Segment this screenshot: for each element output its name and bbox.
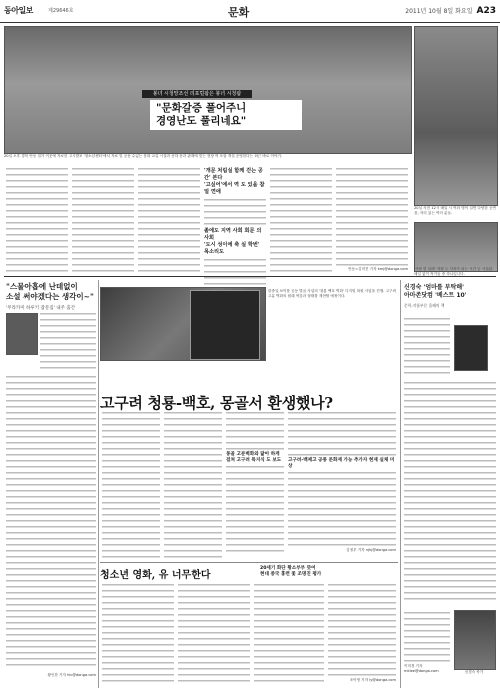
feature-column-4 — [288, 412, 396, 558]
issue-number: 제29646호 — [48, 8, 74, 14]
section-divider — [4, 276, 496, 277]
top-story-column-3 — [138, 168, 200, 272]
feature-byline: 김정우 기자 njhj@donga.com — [346, 548, 396, 552]
feature-column-2 — [164, 412, 222, 558]
bottom-story-headline: 청소년 영화, 유 너무한다 — [100, 570, 211, 581]
section-title: 문화 — [228, 6, 250, 19]
bottom-divider — [100, 562, 398, 563]
left-story-byline: 황인찬 기자 hic@donga.com — [47, 673, 96, 677]
bottom-column-2 — [178, 584, 250, 684]
column-divider-right — [400, 280, 401, 688]
top-story-column-1 — [6, 168, 68, 272]
subhead-3: 졸에도 지역 사회 회문 의 사회 — [204, 228, 262, 241]
bottom-subhead-2: 현대 중국 홍련 꽃 조명진 평가 — [260, 572, 322, 577]
bottom-column-4 — [328, 584, 396, 676]
headline-line-2: 경영난도 풀리네요" — [156, 115, 247, 127]
bottom-column-1 — [102, 584, 174, 684]
issue-date: 2011년 10월 8일 화요일 — [405, 8, 473, 15]
feature-column-1 — [102, 412, 160, 558]
feature-subhead-1: 몽골 고분벽화와 닮아 하게 걸쳐 고구려 특지식 도 보도 — [226, 452, 282, 463]
top-story-column-5 — [270, 168, 332, 272]
author-portrait — [6, 313, 38, 355]
left-headline-line-2: 소설 써야겠다는 생각이~" — [6, 292, 94, 301]
author-photo — [454, 610, 496, 670]
side-photo-top — [414, 26, 498, 206]
left-story-body — [6, 376, 96, 666]
top-story-subhead-column — [204, 168, 266, 272]
feature-headline: 고구려 청룡-백호, 몽골서 환생했나? — [100, 394, 333, 412]
book-cover — [454, 325, 488, 371]
right-story-headline — [404, 284, 496, 300]
subhead-2: '고싶어'에서 역 도 있을 참 얼 연애 — [204, 182, 265, 195]
top-story-byline: 안동=김미진 기자 kmj@donga.com — [348, 267, 408, 271]
bottom-story-byline: 조이영 기자 ly@donga.com — [349, 678, 396, 682]
side-photo-bottom-caption: '사랑 한 입에' 자원 두 사자가 되는 시간 등 시설관. 매일 없이 작가들 중 하나입니다. — [414, 267, 494, 276]
right-story-subtitle: 문학-작품부문 올해의 책 — [404, 303, 445, 308]
mural-caption: 한중일 보이를 공동 발굴 사업의 '청룡 백호 벽화' 디지털 복원 사업을 진행. 고구려 고분 벽화의 원래 색감과 형태를 재현할 예정이다. — [268, 289, 396, 298]
author-photo-caption: 신경숙 작가 — [464, 670, 484, 674]
mural-detail-photo — [190, 290, 260, 360]
header-date-page — [405, 6, 496, 16]
right-story-body-bottom — [404, 612, 450, 662]
right-story-body-top — [404, 318, 450, 378]
right-story-body — [404, 382, 496, 604]
top-story-column-2 — [72, 168, 134, 272]
column-divider-left — [98, 280, 99, 688]
page-number: A23 — [476, 6, 496, 16]
top-headline — [150, 100, 302, 130]
bottom-story-subheads — [260, 566, 396, 578]
masthead: 동아일보 — [4, 6, 33, 15]
left-story-headline — [6, 282, 96, 302]
subhead-1: '개문 처림실 함께 걷는 공간' 본다 — [204, 168, 263, 181]
left-story-subtitle: '무라카미 하루키 잡문집' 내주 출간 — [6, 306, 76, 311]
left-headline-line-1: "스물아홉에 난데없이 — [6, 282, 78, 291]
side-photo-top-caption: 20일 사진 12시 매일 시 여러 명이 걸면 다양한 공연을, 자리 있는 여러 분들. — [414, 206, 496, 215]
top-story-column-6 — [336, 168, 408, 266]
left-story-body-top — [40, 313, 96, 373]
feature-column-3 — [226, 412, 284, 558]
main-photo-caption: 20일 오후 경북 안동 밀가 이웃에 자료한 고시발조 '청소년센터'에서 자료 및 공동 수있는 문화 교류 시설과 산하 문과 관계에 맞는 현장 여 포함 개설 운영한다는 최근 바로 이야기. — [4, 154, 283, 158]
side-photo-bottom — [414, 222, 498, 272]
right-story-byline: 이미경 기자 mklee@donga.com — [404, 664, 439, 673]
bottom-subhead-1: 20세기 화단 황소부부 뜻어 — [260, 566, 316, 571]
bottom-column-3 — [254, 584, 324, 684]
page-header — [0, 0, 500, 23]
subhead-4: '도시 성이에 축 실 학번' 목소리도 — [204, 242, 260, 255]
banner-text: 봉녀 시청망조선 리포럴팜은 봉녀 시청팜 — [152, 91, 242, 97]
right-headline-line-1: 신경숙 '엄마를 부탁해' — [404, 284, 465, 291]
story-banner — [142, 90, 252, 98]
headline-line-1: "문화갈증 풀어주니 — [156, 102, 247, 114]
right-headline-line-2: 아마존닷컴 '베스트 10' — [404, 292, 467, 299]
feature-subhead-2: 고구려-백제고 공통 문화재 가능 추가자 현재 실체 미상 — [288, 458, 395, 469]
